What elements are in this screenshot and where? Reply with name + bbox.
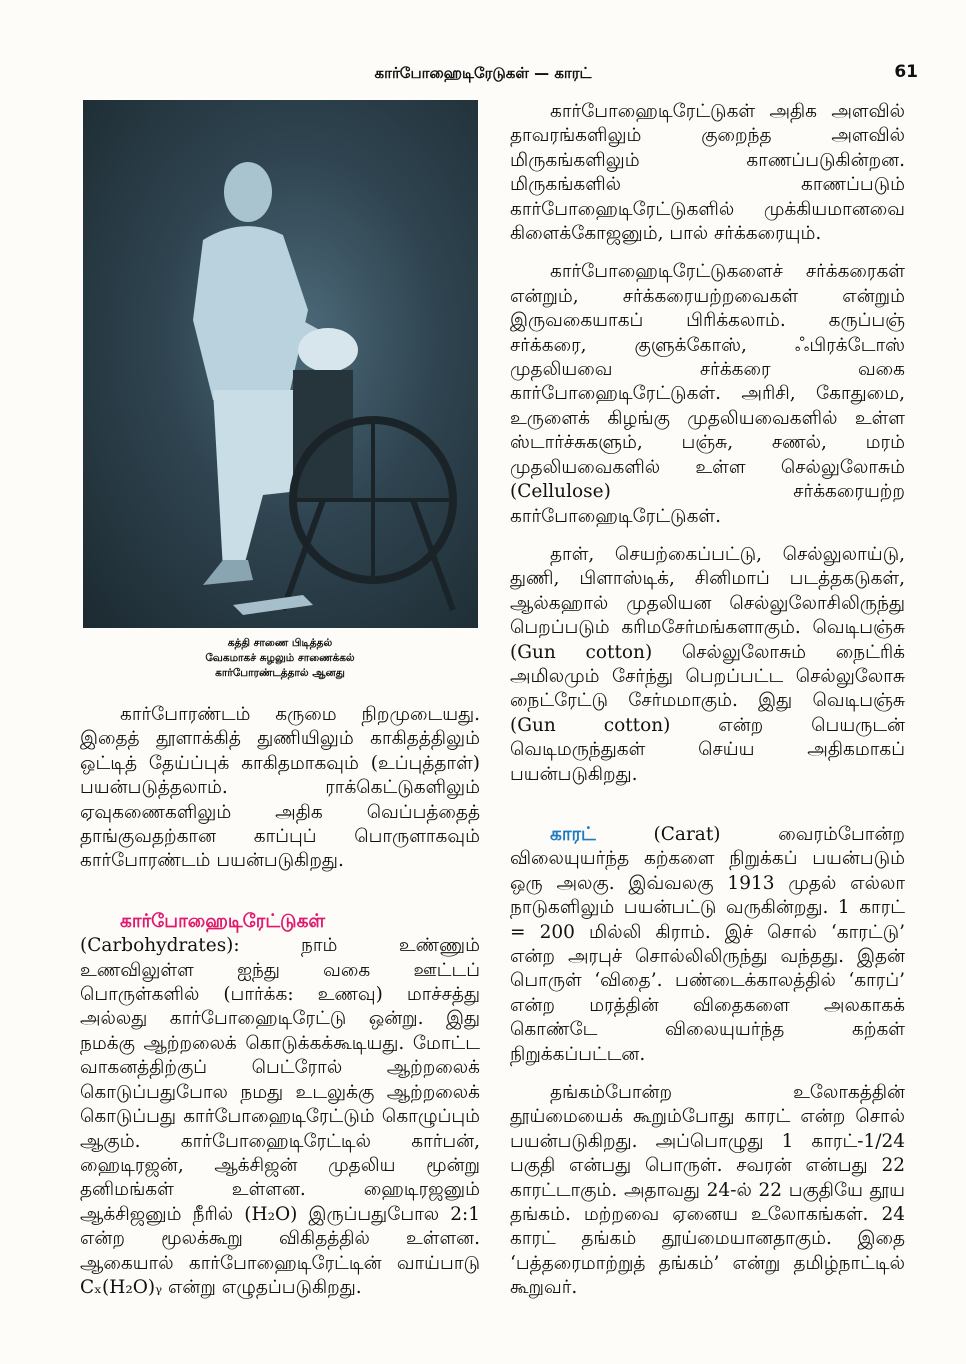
left-column bbox=[80, 100, 480, 1314]
caption-line: வேகமாகச் சுழலும் சாணைக்கல் bbox=[205, 652, 355, 664]
carbohydrate-sources-paragraph: கார்போஹைடிரேட்டுகள் அதிக அளவில் தாவரங்களிலும் குறைந்த அளவில் மிருகங்களிலும் காணப்படுகின்றன. மிருகங்களில் காணப்படும் கார்போஹைடிரேட்டுகளில் முக்கியமானவை கிளைக்கோஜனும், பால் சர்க்கரையும். bbox=[510, 101, 905, 245]
running-title: கார்போஹைடிரேடுகள் — காரட் bbox=[374, 64, 592, 82]
knife-sharpening-photo bbox=[83, 100, 478, 628]
carat-paragraph bbox=[510, 823, 905, 1067]
caption-line: கத்தி சாணை பிடித்தல் bbox=[227, 637, 333, 649]
figure-caption bbox=[80, 636, 480, 681]
sugar-classification-paragraph: கார்போஹைடிரேட்டுகளைச் சர்க்கரைகள் என்றும், சர்க்கரையற்றவைகள் என்றும் இருவகையாகப் பிரிக்கலாம். கருப்பஞ் சர்க்கரை, குளுக்கோஸ், ஃபிரக்டோஸ் முதலியவை சர்க்கரை வகை கார்போஹைடிரேட்டுகள். அரிசி, கோதுமை, உருளைக் கிழங்கு முதலியவைகளில் உள்ள ஸ்டார்ச்சுகளும், பஞ்சு, சணல், மரம் முதலியவைகளில் உள்ள செல்லுலோசும் (Cellulose) சர்க்கரையற்ற கார்போஹைடிரேட்டுகள். bbox=[510, 261, 905, 527]
page-number: 61 bbox=[894, 62, 918, 82]
entry-term-carat: காரட் bbox=[550, 823, 596, 845]
caption-line: கார்போரண்டத்தால் ஆனது bbox=[215, 667, 345, 679]
right-column bbox=[510, 100, 905, 1315]
page-header bbox=[0, 62, 966, 88]
carat-text: (Carat) வைரம்போன்ற விலையுயர்ந்த கற்களை நிறுக்கப் பயன்படும் ஒரு அலகு. இவ்வலகு 1913 முதல் எல்லா நாடுகளிலும் பயன்பட்டு வருகின்றது. 1 காரட் = 200 மில்லி கிராம். இச் சொல் ‘காரட்டு’ என்ற அரபுச் சொல்லிலிருந்து வந்தது. இதன் பொருள் ‘விதை’. பண்டைக்காலத்தில் ‘காரப்’ என்ற மரத்தின் விதைகளை அலகாகக் கொண்டே விலையுயர்ந்த கற்கள் நிறுக்கப்பட்டன. bbox=[510, 823, 905, 1065]
carbohydrates-paragraph bbox=[80, 910, 480, 1301]
carbohydrates-text: (Carbohydrates): நாம் உண்ணும் உணவிலுள்ள ஐந்து வகை ஊட்டப் பொருள்களில் (பார்க்க: உணவு) மாச்சத்து அல்லது கார்போஹைடிரேட்டு ஒன்று. இது நமக்கு ஆற்றலைக் கொடுக்கக்கூடியது. மோட்ட வாகனத்திற்குப் பெட்ரோல் ஆற்றலைக் கொடுப்பதுபோல நமது உடலுக்கு ஆற்றலைக் கொடுப்பது கார்போஹைடிரேட்டும் கொழுப்பும் ஆகும். கார்போஹைடிரேட்டில் கார்பன், ஹைடிரஜன், ஆக்சிஜன் முதலிய மூன்று தனிமங்கள் உள்ளன. ஹைடிரஜனும் ஆக்சிஜனும் நீரில் (H₂O) இருப்பதுபோல 2:1 என்ற மூலக்கூறு விகிதத்தில் உள்ளன. ஆகையால் கார்போஹைடிரேட்டின் வாய்பாடு Cₓ(H₂O)ᵧ என்று எழுதப்படுகிறது. bbox=[80, 935, 480, 1298]
entry-term-carbohydrates: கார்போஹைடிரேட்டுகள் bbox=[120, 910, 326, 932]
cellulose-products-paragraph: தாள், செயற்கைப்பட்டு, செல்லுலாய்டு, துணி, பிளாஸ்டிக், சினிமாப் படத்தகடுகள், ஆல்கஹால் முதலியன செல்லுலோசிலிருந்து பெறப்படும் கரிமசேர்மங்களாகும். வெடிபஞ்சு (Gun cotton) செல்லுலோசும் நைட்ரிக் அமிலமும் சேர்ந்து பெறப்பட்ட செல்லுலோசு நைட்ரேட்டு சேர்மமாகும். இது வெடிபஞ்சு (Gun cotton) என்ற பெயருடன் வெடிமருந்துகள் செய்ய அதிகமாகப் பயன்படுகிறது. bbox=[510, 543, 905, 785]
carborundum-paragraph: கார்போரண்டம் கருமை நிறமுடையது. இதைத் தூளாக்கித் துணியிலும் காகிதத்திலும் ஒட்டித் தேய்ப்புக் காகிதமாகவும் (உப்புத்தாள்) பயன்படுத்தலாம். ராக்கெட்டுகளிலும் ஏவுகணைகளிலும் அதிக வெப்பத்தைத் தாங்குவதற்கான காப்புப் பொருளாகவும் கார்போரண்டம் பயன்படுகிறது. bbox=[80, 704, 480, 872]
gold-purity-paragraph: தங்கம்போன்ற உலோகத்தின் தூய்மையைக் கூறும்போது காரட் என்ற சொல் பயன்படுகிறது. அப்பொழுது 1 காரட்-1/24 பகுதி என்பது பொருள். சவரன் என்பது 22 காரட்டாகும். அதாவது 24-ல் 22 பகுதியே தூய தங்கம். மற்றவை ஏனைய உலோகங்கள். 24 காரட் தங்கம் தூய்மையானதாகும். இதை ‘பத்தரைமாற்றுத் தங்கம்’ என்று தமிழ்நாட்டில் கூறுவர். bbox=[510, 1082, 905, 1299]
